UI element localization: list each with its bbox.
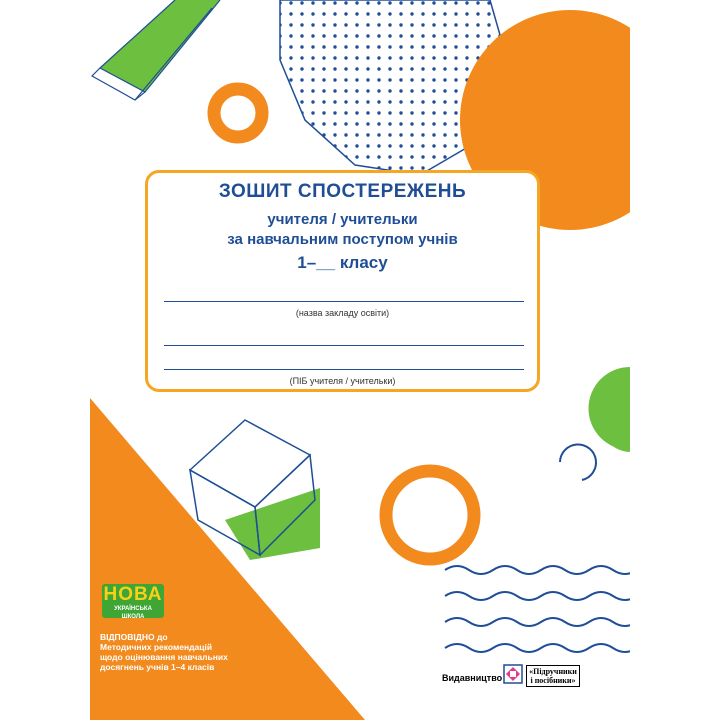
methodology-note xyxy=(100,632,300,672)
orange-ring-small xyxy=(214,89,262,137)
green-bar-shape xyxy=(92,0,220,100)
navy-arc xyxy=(560,444,596,480)
nova-school-logo xyxy=(102,584,164,618)
teacher-name-line-1 xyxy=(164,345,524,346)
book-cover xyxy=(90,0,630,720)
school-name-line xyxy=(164,301,524,302)
note-line-4: досягнень учнів 1–4 класів xyxy=(100,662,215,672)
publisher-name-line-2: і посібники» xyxy=(530,676,576,685)
note-line-1: ВІДПОВІДНО до xyxy=(100,632,168,642)
publisher-logo-icon xyxy=(503,664,523,684)
teacher-name-caption: (ПІБ учителя / учительки) xyxy=(289,376,396,386)
subtitle-line-2: за навчальним поступом учнів xyxy=(227,231,458,248)
school-name-caption: (назва закладу освіти) xyxy=(295,308,390,318)
orange-ring-large xyxy=(386,471,474,559)
logo-main-text: НОВА xyxy=(103,584,163,605)
logo-sub-text: УКРАЇНСЬКА ШКОЛА xyxy=(114,606,152,620)
teacher-name-line-2 xyxy=(164,369,524,370)
publisher-label: Видавництво xyxy=(442,673,503,683)
subtitle-line-1: учителя / учительки xyxy=(267,211,418,228)
note-line-3: щодо оцінювання навчальних xyxy=(100,652,228,662)
note-line-2: Методичних рекомендацій xyxy=(100,642,213,652)
wavy-lines xyxy=(445,566,630,652)
publisher-name-line-1: «Підручники xyxy=(529,667,577,676)
notebook-title: ЗОШИТ СПОСТЕРЕЖЕНЬ xyxy=(218,181,467,202)
grade-line: 1–__ класу xyxy=(297,253,388,272)
publisher-name xyxy=(526,665,580,687)
title-box xyxy=(145,170,540,392)
